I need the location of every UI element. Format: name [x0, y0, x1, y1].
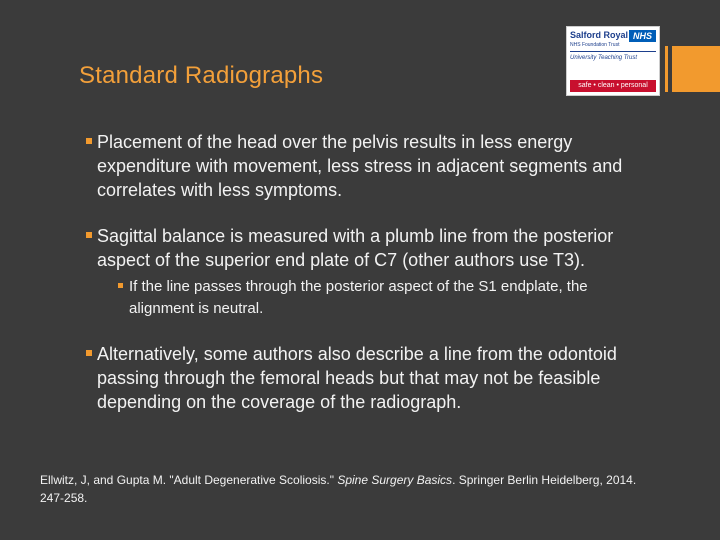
bullet-text: Placement of the head over the pelvis results in less energy expenditure with movement, less stress in adjacent segments and correlates with less symptoms. [97, 132, 623, 200]
bullet-text: Alternatively, some authors also describe a line from the odontoid passing through the femoral heads but that may not be feasible depending on the coverage of the radiograph. [97, 344, 617, 412]
accent-bar-thick [672, 46, 720, 92]
citation-prefix: Ellwitz, J, and Gupta M. "Adult Degenerative Scoliosis." [40, 473, 338, 487]
citation-suffix: . Springer Berlin Heidelberg, 2014. 247-258. [40, 473, 637, 505]
slide-content [86, 130, 656, 436]
sub-bullet-text: If the line passes through the posterior aspect of the S1 endplate, the alignment is neutral. [129, 278, 588, 317]
nhs-logo-icon: NHS [629, 30, 656, 42]
logo-trust-name: NHS Foundation Trust [570, 42, 620, 48]
bullet-square-icon [86, 138, 92, 144]
bullet-item [86, 342, 656, 414]
logo-org-name: Salford Royal [570, 30, 629, 40]
salford-royal-logo [566, 26, 660, 96]
accent-bar [665, 46, 720, 92]
bullet-square-icon [86, 350, 92, 356]
citation-source: Spine Surgery Basics [337, 473, 453, 487]
bullet-square-icon [86, 232, 92, 238]
bullet-text: Sagittal balance is measured with a plumb line from the posterior aspect of the superior end plate of C7 (other authors use T3). [97, 226, 614, 270]
bullet-item [86, 130, 656, 202]
logo-divider [570, 51, 656, 52]
logo-university-line: University Teaching Trust [570, 55, 638, 61]
slide-title: Standard Radiographs [79, 62, 324, 89]
logo-motto: safe • clean • personal [570, 80, 656, 92]
bullet-item [86, 224, 656, 320]
citation [40, 471, 660, 507]
sub-bullet-square-icon [118, 283, 123, 288]
sub-bullet-item [118, 276, 656, 320]
accent-bar-thin [665, 46, 668, 92]
